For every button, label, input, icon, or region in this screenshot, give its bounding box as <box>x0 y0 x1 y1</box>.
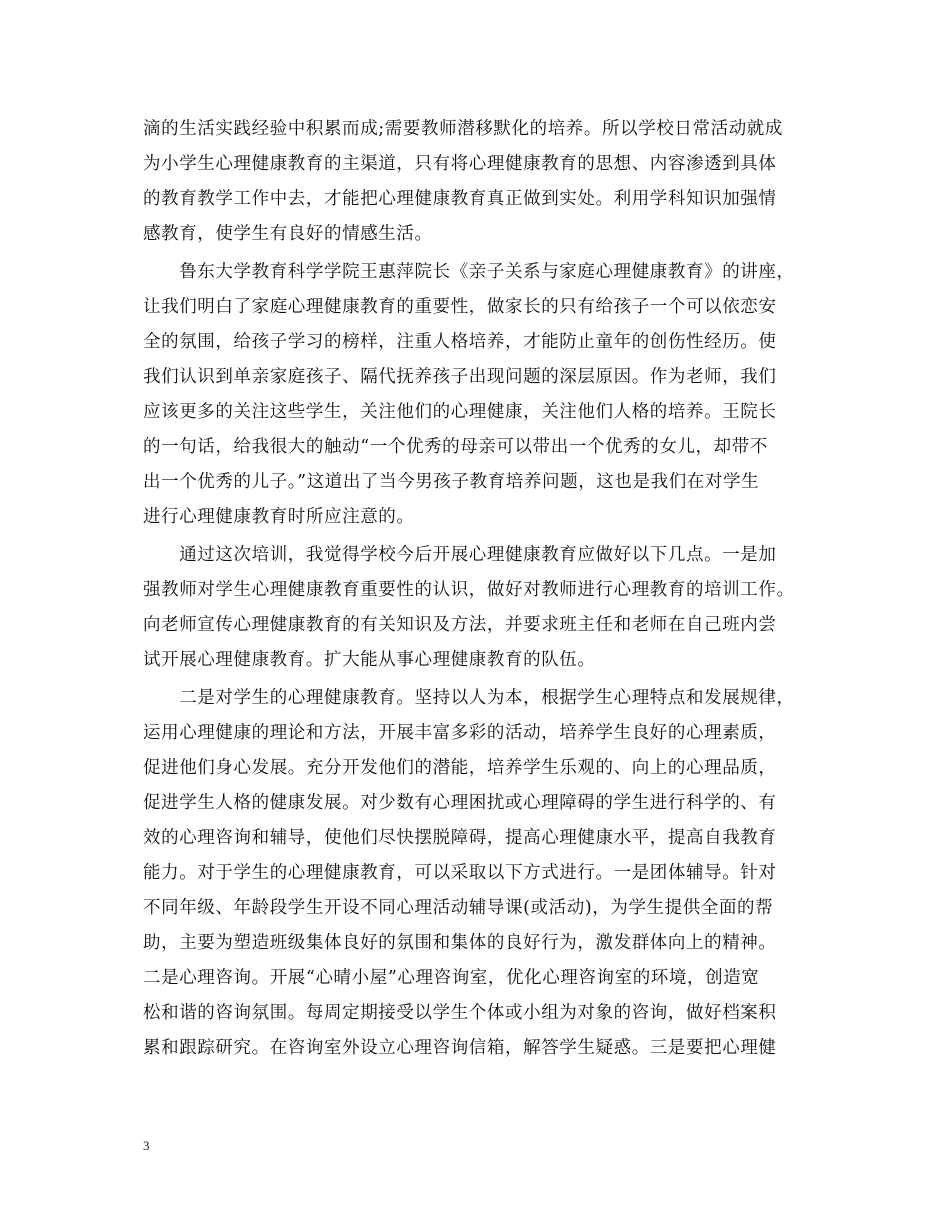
text-line: 强教师对学生心理健康教育重要性的认识，做好对教师进行心理教育的培训工作。 <box>143 580 795 600</box>
text-line: 鲁东大学教育科学学院王惠萍院长《亲子关系与家庭心理健康教育》的讲座， <box>143 262 795 282</box>
text-line: 为小学生心理健康教育的主渠道，只有将心理健康教育的思想、内容渗透到具体 <box>143 154 777 174</box>
text-line: 促进他们身心发展。充分开发他们的潜能，培养学生乐观的、向上的心理品质， <box>143 758 777 778</box>
text-line: 感教育，使学生有良好的情感生活。 <box>143 224 433 244</box>
text-line: 出一个优秀的儿子。”这道出了当今男孩子教育培养问题，这也是我们在对学生 <box>143 472 760 492</box>
text-line: 运用心理健康的理论和方法，开展丰富多彩的活动，培养学生良好的心理素质， <box>143 723 777 743</box>
text-line: 二是对学生的心理健康教育。坚持以人为本，根据学生心理特点和发展规律， <box>143 688 795 708</box>
text-line: 应该更多的关注这些学生，关注他们的心理健康，关注他们人格的培养。王院长 <box>143 402 777 422</box>
text-line: 助，主要为塑造班级集体良好的氛围和集体的良好行为，激发群体向上的精神。 <box>143 933 777 953</box>
text-line: 让我们明白了家庭心理健康教育的重要性，做家长的只有给孩子一个可以依恋安 <box>143 297 777 317</box>
text-line: 进行心理健康教育时所应注意的。 <box>143 507 415 527</box>
body-text <box>143 112 823 1066</box>
text-line: 能力。对于学生的心理健康教育，可以采取以下方式进行。一是团体辅导。针对 <box>143 863 777 883</box>
paragraph-3 <box>143 538 823 678</box>
text-line: 的一句话，给我很大的触动“一个优秀的母亲可以带出一个优秀的女儿，却带不 <box>143 437 768 457</box>
text-line: 滴的生活实践经验中积累而成;需要教师潜移默化的培养。所以学校日常活动就成 <box>143 119 783 139</box>
text-line: 二是心理咨询。开展“心晴小屋”心理咨询室，优化心理咨询室的环境，创造宽 <box>143 968 760 988</box>
text-line: 效的心理咨询和辅导，使他们尽快摆脱障碍，提高心理健康水平，提高自我教育 <box>143 828 777 848</box>
paragraph-2 <box>143 255 823 535</box>
text-line: 我们认识到单亲家庭孩子、隔代抚养孩子出现问题的深层原因。作为老师，我们 <box>143 367 777 387</box>
text-line: 累和跟踪研究。在咨询室外设立心理咨询信箱，解答学生疑惑。三是要把心理健 <box>143 1038 777 1058</box>
text-line: 松和谐的咨询氛围。每周定期接受以学生个体或小组为对象的咨询，做好档案积 <box>143 1003 777 1023</box>
text-line: 促进学生人格的健康发展。对少数有心理困扰或心理障碍的学生进行科学的、有 <box>143 793 777 813</box>
text-line: 全的氛围，给孩子学习的榜样，注重人格培养，才能防止童年的创伤性经历。使 <box>143 332 777 352</box>
text-line: 的教育教学工作中去，才能把心理健康教育真正做到实处。利用学科知识加强情 <box>143 189 777 209</box>
page-number: 3 <box>143 1138 150 1153</box>
text-line: 通过这次培训，我觉得学校今后开展心理健康教育应做好以下几点。一是加 <box>143 545 777 565</box>
paragraph-4 <box>143 681 823 1066</box>
text-line: 不同年级、年龄段学生开设不同心理活动辅导课(或活动)，为学生提供全面的帮 <box>143 898 774 918</box>
text-line: 试开展心理健康教育。扩大能从事心理健康教育的队伍。 <box>143 650 596 670</box>
paragraph-1 <box>143 112 823 252</box>
text-line: 向老师宣传心理健康教育的有关知识及方法，并要求班主任和老师在自己班内尝 <box>143 615 777 635</box>
